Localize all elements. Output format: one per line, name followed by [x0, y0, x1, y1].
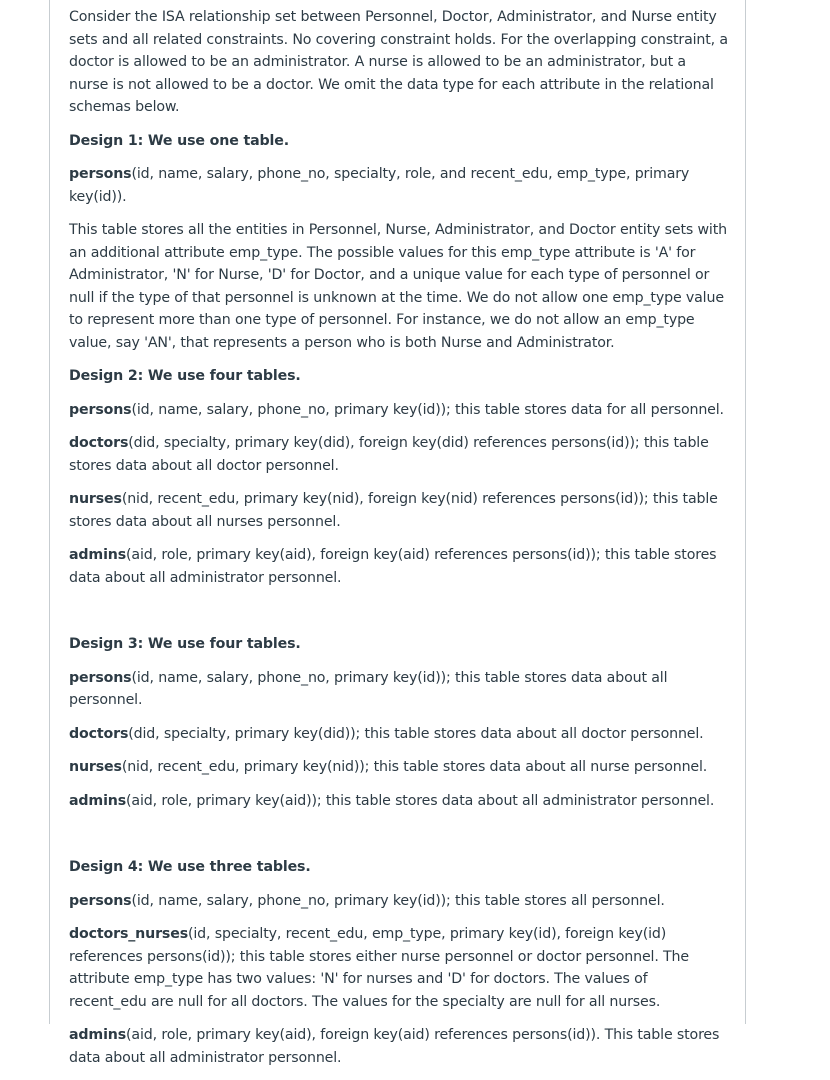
table-name: admins: [69, 1027, 127, 1043]
table-name: doctors: [69, 725, 129, 742]
design3-nurses-schema: [69, 756, 729, 779]
table-name: persons: [69, 166, 132, 182]
table-definition: (id, specialty, recent_edu, emp_type, primary key(id), foreign key(id) references persons(id)); this table stores either nurse personnel or doctor personnel. The attribute emp_type has two values: 'N' for nurses and 'D' for doctors. The values of recent_edu are null for all doctors. The values for the specialty are null for all nurses.: [69, 926, 689, 1010]
question-content: [69, 6, 729, 1080]
design2-admins-schema: [69, 544, 729, 589]
table-name: nurses: [69, 491, 122, 507]
table-definition: (aid, role, primary key(aid)); this table stores data about all administrator personnel.: [126, 792, 715, 809]
table-name: doctors_nurses: [69, 926, 188, 942]
design4-admins-schema: [69, 1024, 729, 1069]
table-name: nurses: [69, 759, 122, 775]
table-definition: (aid, role, primary key(aid), foreign key(aid) references persons(id)); this table stores data about all administrator personnel.: [69, 547, 717, 586]
design3-persons-schema: [69, 667, 729, 712]
design3-admins-schema: [69, 790, 729, 813]
table-name: persons: [69, 669, 132, 686]
table-definition: (nid, recent_edu, primary key(nid)); this table stores data about all nurse personnel.: [121, 759, 708, 775]
design3-doctors-schema: [69, 723, 729, 746]
design2-heading: Design 2: We use four tables.: [69, 368, 301, 384]
design1-persons-schema: [69, 163, 729, 208]
table-name: persons: [69, 892, 132, 909]
design2-persons-schema: [69, 399, 729, 422]
table-definition: (id, name, salary, phone_no, primary key(id)); this table stores data for all personnel.: [131, 401, 724, 418]
design4-heading: Design 4: We use three tables.: [69, 859, 311, 875]
table-definition: (id, name, salary, phone_no, specialty, role, and recent_edu, emp_type, primary key(id)).: [69, 166, 690, 205]
table-name: persons: [69, 401, 132, 418]
design4-doctors-nurses-schema: [69, 923, 729, 1013]
design4-persons-schema: [69, 890, 729, 913]
table-definition: (id, name, salary, phone_no, primary key(id)); this table stores all personnel.: [131, 892, 665, 909]
table-definition: (nid, recent_edu, primary key(nid), foreign key(nid) references persons(id)); this table stores data about all nurses personnel.: [69, 491, 718, 530]
intro-paragraph: Consider the ISA relationship set between Personnel, Doctor, Administrator, and Nurse entity sets and all related constraints. No covering constraint holds. For the overlapping constraint, a doctor is allowed to be an administrator. A nurse is allowed to be an administrator, but a nurse is not allowed to be a doctor. We omit the data type for each attribute in the relational schemas below.: [69, 9, 728, 115]
table-name: doctors: [69, 435, 129, 451]
design1-description: This table stores all the entities in Personnel, Nurse, Administrator, and Doctor entity sets with an additional attribute emp_type. The possible values for this emp_type attribute is 'A' for Administrator, 'N' for Nurse, 'D' for Doctor, and a unique value for each type of personnel or null if the type of that personnel is unknown at the time. We do not allow one emp_type value to represent more than one type of personnel. For instance, we do not allow an emp_type value, say 'AN', that represents a person who is both Nurse and Administrator.: [69, 222, 727, 351]
table-definition: (did, specialty, primary key(did), foreign key(did) references persons(id)); this table stores data about all doctor personnel.: [69, 435, 709, 474]
table-definition: (aid, role, primary key(aid), foreign key(aid) references persons(id)). This table stores data about all administrator personnel.: [69, 1027, 720, 1066]
design3-heading: Design 3: We use four tables.: [69, 636, 301, 652]
table-name: admins: [69, 547, 127, 563]
design2-doctors-schema: [69, 432, 729, 477]
spacer: [69, 823, 729, 856]
design1-heading: Design 1: We use one table.: [69, 132, 289, 149]
table-definition: (id, name, salary, phone_no, primary key(id)); this table stores data about all personnel.: [69, 669, 668, 708]
spacer: [69, 600, 729, 633]
table-definition: (did, specialty, primary key(did)); this table stores data about all doctor personnel.: [128, 725, 704, 742]
table-name: admins: [69, 792, 127, 809]
design2-nurses-schema: [69, 488, 729, 533]
